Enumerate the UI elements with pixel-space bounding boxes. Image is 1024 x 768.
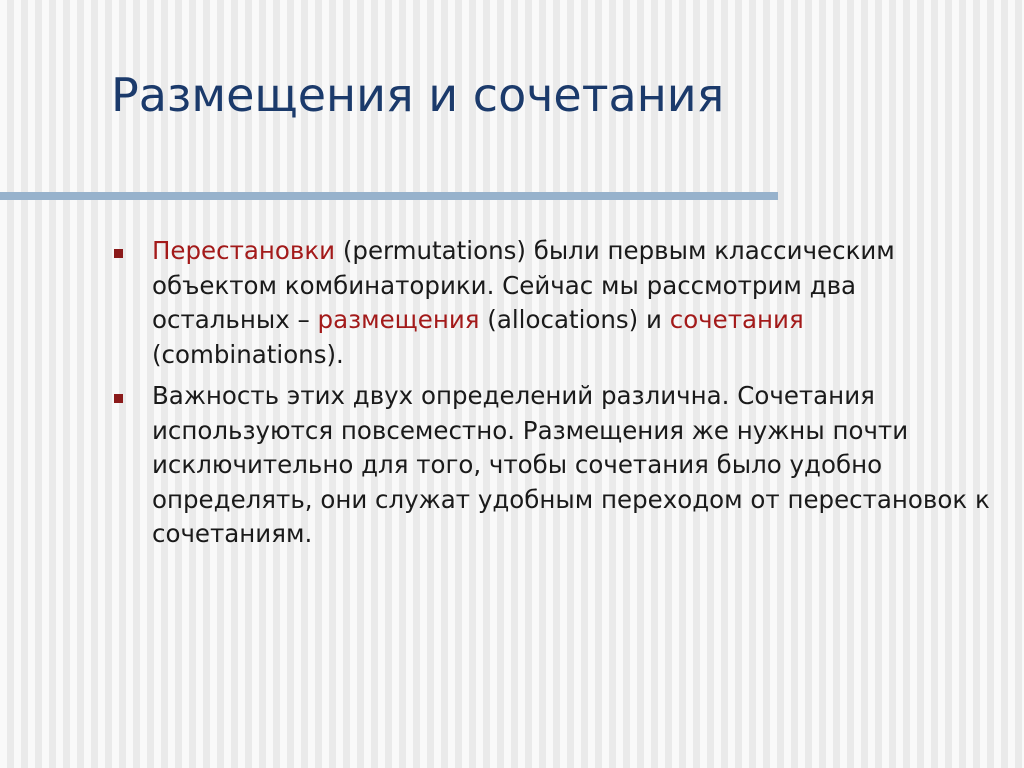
bullet-item-importance — [114, 379, 994, 552]
bullet-text-part: (permutations) были первым классическим объектом комбинаторики. Сейчас мы рассмотрим два остальных – — [152, 236, 895, 334]
term-allocations: размещения — [317, 305, 480, 334]
bullet-text-part: (allocations) и — [479, 305, 670, 334]
slide-title: Размещения и сочетания — [111, 68, 725, 122]
bullet-text: Важность этих двух определений различна. Сочетания используются повсеместно. Размещения же нужны почти исключительно для того, чтобы сочетания было удобно определять, они служат удобным переходом от перестановок к сочетаниям. — [152, 381, 990, 548]
term-permutations: Перестановки — [152, 236, 336, 265]
square-bullet-icon — [114, 249, 123, 258]
bullet-item-permutations — [114, 234, 994, 372]
bullet-text-part: (combinations). — [152, 339, 344, 369]
square-bullet-icon — [114, 394, 123, 403]
term-combinations: сочетания — [669, 305, 804, 334]
bullet-list — [114, 234, 994, 559]
title-divider — [0, 192, 778, 200]
